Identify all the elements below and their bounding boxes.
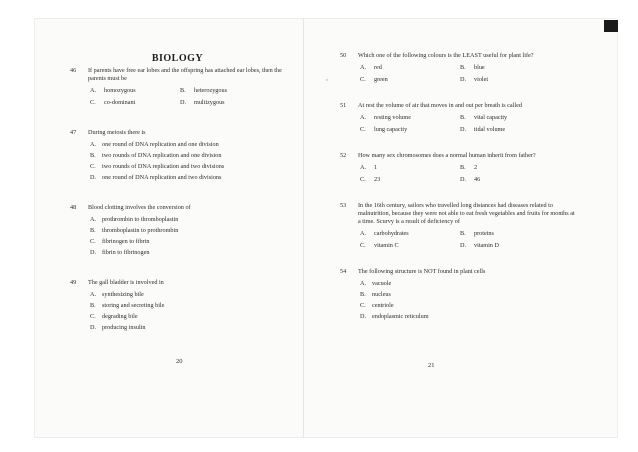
option-text: nucleus — [372, 291, 391, 298]
option-letter: C. — [360, 126, 366, 133]
option-letter: C. — [360, 242, 366, 249]
page-title: BIOLOGY — [151, 53, 204, 64]
question-text: The following structure is NOT found in plant cells — [358, 268, 486, 275]
option-text: green — [374, 76, 388, 83]
options — [88, 216, 285, 257]
option-letter: B. — [460, 64, 466, 71]
page-number: 21 — [428, 362, 435, 369]
question-number: 52 — [340, 152, 347, 159]
question-54 — [340, 268, 578, 321]
option-text: prothrombin to thromboplastin — [102, 216, 179, 223]
option-letter: B. — [180, 87, 186, 94]
option-letter: C. — [90, 99, 96, 106]
option-letter: B. — [460, 230, 466, 237]
question-text: How many sex chromosomes does a normal human inherit from father? — [358, 152, 536, 159]
option-letter: B. — [460, 164, 466, 171]
option-letter: D. — [90, 324, 97, 331]
question-46 — [70, 67, 285, 107]
option — [88, 141, 285, 149]
option-text: proteins — [474, 230, 494, 237]
question-53 — [340, 202, 578, 250]
option-letter: A. — [90, 291, 97, 298]
option-text: fibrin to fibrinogen — [102, 249, 150, 256]
option-letter: D. — [460, 76, 467, 83]
options — [360, 64, 578, 84]
option-letter: A. — [360, 280, 367, 287]
question-number: 46 — [70, 67, 77, 74]
option-text: vacuole — [372, 280, 392, 287]
options — [360, 164, 578, 184]
question-text: In the 16th century, sailors who travelled long distances had diseases related to malnutrition, because they were not able to eat fresh vegetables and fruits for months at a time. Scurvy is a result of deficiency of — [358, 202, 575, 225]
option — [88, 216, 285, 224]
question-number: 50 — [340, 52, 347, 59]
corner-registration-mark — [604, 20, 618, 32]
option — [88, 152, 285, 160]
option — [88, 324, 285, 332]
option-text: tidal volume — [474, 126, 506, 133]
option-letter: B. — [360, 291, 366, 298]
option-letter: D. — [460, 242, 467, 249]
option-text: violet — [474, 76, 489, 83]
option-text: degrading bile — [102, 313, 138, 320]
question-50 — [340, 52, 578, 84]
option — [88, 249, 285, 257]
question-number: 49 — [70, 279, 77, 286]
option-letter: A. — [90, 87, 97, 94]
option-text: synthesizing bile — [102, 291, 144, 298]
option-text: centriole — [372, 302, 394, 309]
option — [358, 313, 578, 321]
option — [88, 227, 285, 235]
option-letter: D. — [180, 99, 187, 106]
option — [88, 302, 285, 310]
question-51 — [340, 102, 578, 134]
option-letter: C. — [90, 163, 96, 170]
right-page — [340, 52, 578, 331]
question-number: 51 — [340, 102, 347, 109]
option-letter: C. — [90, 238, 96, 245]
option-letter: D. — [90, 249, 97, 256]
option-letter: C. — [360, 302, 366, 309]
option — [88, 291, 285, 299]
question-text: At rest the volume of air that moves in and out per breath is called — [358, 102, 522, 109]
question-47 — [70, 129, 285, 182]
option-letter: B. — [460, 114, 466, 121]
option-text: vital capacity — [474, 114, 508, 121]
options — [360, 114, 578, 134]
option-text: endoplasmic reticulum — [372, 313, 429, 320]
question-number: 54 — [340, 268, 347, 275]
page-fold — [303, 18, 304, 438]
option — [358, 302, 578, 310]
question-text: If parents have free ear lobes and the offspring has attached ear lobes, then the parents must be — [88, 67, 282, 82]
option-letter: D. — [460, 176, 467, 183]
option-text: two rounds of DNA replication and one division — [102, 152, 222, 159]
option-text: resting volume — [374, 114, 411, 121]
option-letter: C. — [90, 313, 96, 320]
options — [88, 291, 285, 332]
option-text: one round of DNA replication and two divisions — [102, 174, 222, 181]
options — [360, 230, 578, 250]
option-letter: C. — [360, 76, 366, 83]
question-number: 47 — [70, 129, 77, 136]
option-letter: D. — [460, 126, 467, 133]
option — [88, 313, 285, 321]
stray-mark: ‘ — [326, 79, 328, 85]
option-text: vitamin C — [374, 242, 399, 249]
options — [88, 141, 285, 182]
option-letter: D. — [360, 313, 367, 320]
options — [358, 280, 578, 321]
option-letter: B. — [90, 302, 96, 309]
option-text: one round of DNA replication and one division — [102, 141, 219, 148]
option-text: carbohydrates — [374, 230, 409, 237]
option-text: 46 — [474, 176, 481, 183]
option-letter: A. — [360, 64, 367, 71]
option-letter: B. — [90, 227, 96, 234]
option-letter: A. — [360, 114, 367, 121]
option-text: multizygous — [194, 99, 225, 106]
option-text: blue — [474, 64, 485, 71]
option — [358, 291, 578, 299]
option — [358, 280, 578, 288]
option-text: red — [374, 64, 382, 71]
option-text: storing and secreting bile — [102, 302, 165, 309]
option-text: lung capacity — [374, 126, 408, 133]
option-text: two rounds of DNA replication and two divisions — [102, 163, 225, 170]
option-text: vitamin D — [474, 242, 499, 249]
question-52 — [340, 152, 578, 184]
option-letter: A. — [360, 230, 367, 237]
option — [88, 238, 285, 246]
question-49 — [70, 279, 285, 332]
option-text: 23 — [374, 176, 381, 183]
option-letter: B. — [90, 152, 96, 159]
option-text: producing insulin — [102, 324, 146, 331]
option-letter: C. — [360, 176, 366, 183]
option-text: 1 — [374, 164, 378, 171]
question-text: Which one of the following colours is the LEAST useful for plant life? — [358, 52, 534, 59]
option-letter: A. — [90, 216, 97, 223]
option-letter: A. — [360, 164, 367, 171]
option-text: homozygous — [104, 87, 136, 94]
question-text: Blood clotting involves the conversion of — [88, 204, 191, 211]
option — [88, 174, 285, 182]
option-text: fibrinogen to fibrin — [102, 238, 150, 245]
page-number: 20 — [176, 358, 183, 365]
options — [90, 87, 285, 107]
question-text: During meiosis there is — [88, 129, 146, 136]
option-text: heterozygous — [194, 87, 227, 94]
option-letter: D. — [90, 174, 97, 181]
question-number: 53 — [340, 202, 347, 209]
left-page — [70, 55, 285, 342]
option — [88, 163, 285, 171]
question-text: The gall bladder is involved in — [88, 279, 164, 286]
option-text: co-dominant — [104, 99, 136, 106]
question-number: 48 — [70, 204, 77, 211]
question-48 — [70, 204, 285, 257]
option-text: 2 — [474, 164, 478, 171]
option-letter: A. — [90, 141, 97, 148]
option-text: thromboplastin to prothrombin — [102, 227, 179, 234]
